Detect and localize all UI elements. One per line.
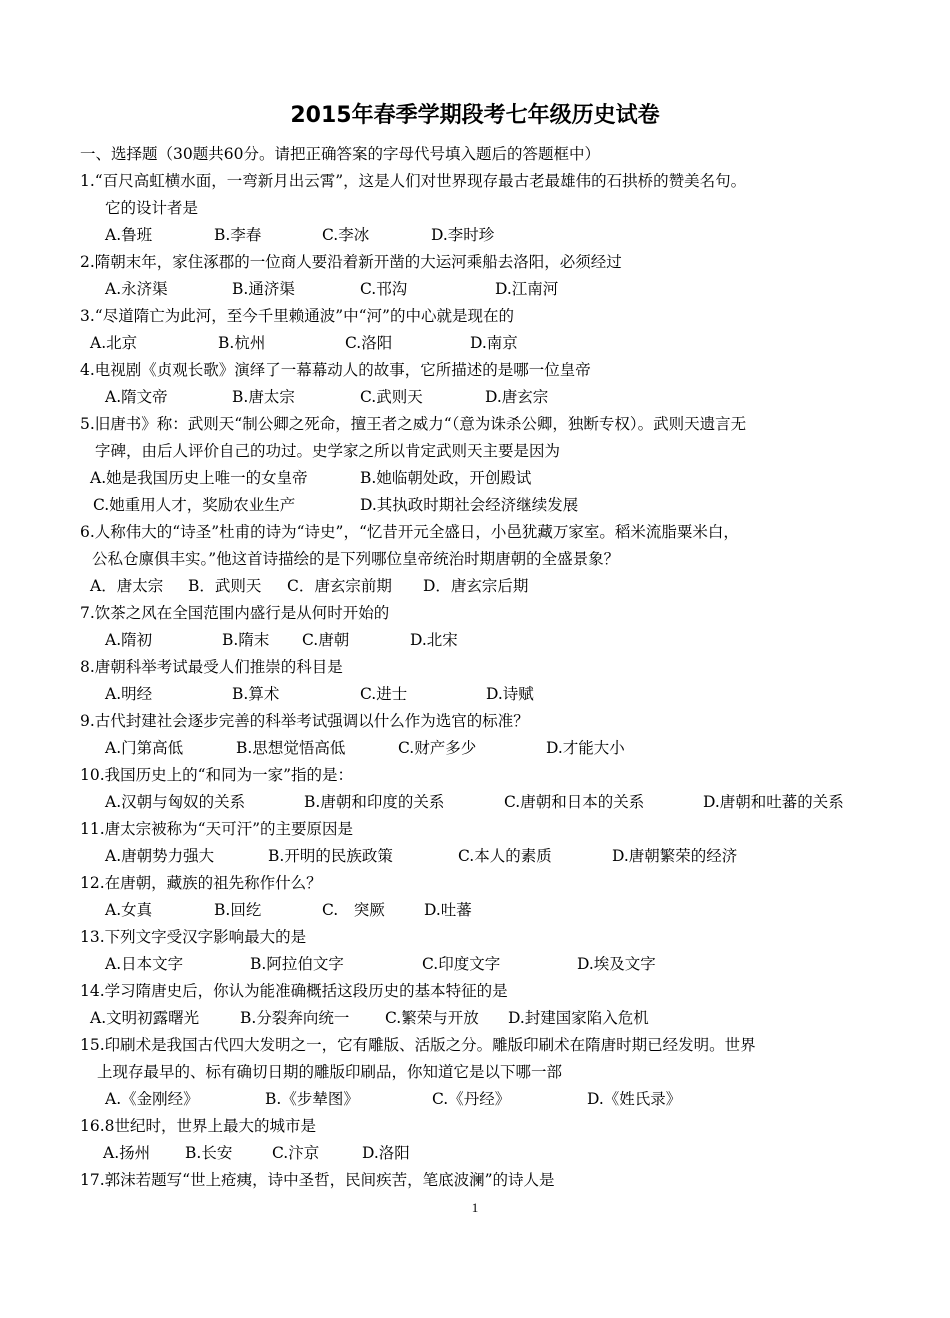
option-item: A.扬州 [103, 1144, 151, 1162]
question-stem: 8.唐朝科举考试最受人们推崇的科目是 [80, 658, 343, 676]
option-item: D.才能大小 [546, 739, 625, 757]
option-item: B.《步辇图》 [265, 1090, 359, 1108]
option-item: C.洛阳 [345, 334, 393, 352]
option-item: C.唐朝和日本的关系 [504, 793, 645, 811]
question-stem: 7.饮茶之风在全国范围内盛行是从何时开始的 [80, 604, 390, 622]
option-item: C.武则天 [360, 388, 423, 406]
option-item: B.杭州 [218, 334, 266, 352]
option-item: D.南京 [470, 334, 518, 352]
question-stem: 15.印刷术是我国古代四大发明之一，它有雕版、活版之分。雕版印刷术在隋唐时期已经发明。世界 [80, 1036, 756, 1054]
question-stem: 10.我国历史上的“和同为一家”指的是： [80, 766, 353, 784]
question-stem: 4.电视剧《贞观长歌》演绎了一幕幕动人的故事，它所描述的是哪一位皇帝 [80, 361, 591, 379]
option-item: A.明经 [105, 685, 153, 703]
question-stem: 14.学习隋唐史后，你认为能准确概括这段历史的基本特征的是 [80, 982, 508, 1000]
question-stem: 它的设计者是 [105, 199, 199, 217]
option-item: D.江南河 [495, 280, 559, 298]
option-item: B.隋末 [222, 631, 270, 649]
option-item: A.文明初露曙光 [90, 1009, 200, 1027]
question-stem: 1.“百尺高虹横水面，一弯新月出云霄”，这是人们对世界现存最古老最雄伟的石拱桥的赞美名句。 [80, 172, 747, 190]
option-item: D.李时珍 [431, 226, 495, 244]
question-stem: 公私仓廪俱丰实。”他这首诗描绘的是下列哪位皇帝统治时期唐朝的全盛景象？ [92, 550, 620, 568]
option-item: B.她临朝处政，开创殿试 [360, 469, 532, 487]
option-item: D.诗赋 [486, 685, 534, 703]
question-stem: 3.“尽道隋亡为此河，至今千里赖通波”中“河”的中心就是现在的 [80, 307, 514, 325]
option-item: C.财产多少 [398, 739, 477, 757]
option-item: C.汴京 [272, 1144, 320, 1162]
section-heading: 一、选择题（30题共60分。请把正确答案的字母代号填入题后的答题框中） [80, 145, 600, 163]
option-item: A.永济渠 [105, 280, 168, 298]
question-stem: 字碑，由后人评价自己的功过。史学家之所以肯定武则天主要是因为 [95, 442, 561, 460]
question-stem: 13.下列文字受汉字影响最大的是 [80, 928, 307, 946]
option-item: D.洛阳 [362, 1144, 410, 1162]
question-stem: 12.在唐朝，藏族的祖先称作什么？ [80, 874, 322, 892]
exam-title: 2015年春季学期段考七年级历史试卷 [290, 103, 660, 128]
option-item: B.算术 [232, 685, 280, 703]
option-item: C.邗沟 [360, 280, 408, 298]
option-item: B.通济渠 [232, 280, 295, 298]
option-item: C.《丹经》 [432, 1090, 511, 1108]
option-item: D.埃及文字 [577, 955, 656, 973]
option-item: C.本人的素质 [458, 847, 552, 865]
option-item: C.李冰 [322, 226, 370, 244]
option-item: A．唐太宗 [90, 577, 164, 595]
option-item: B.回纥 [214, 901, 262, 919]
option-item: D.封建国家陷入危机 [508, 1009, 649, 1027]
option-item: B．武则天 [188, 577, 262, 595]
option-item: C.唐朝 [302, 631, 350, 649]
option-item: C.繁荣与开放 [385, 1009, 479, 1027]
option-item: D.唐朝和吐蕃的关系 [703, 793, 844, 811]
option-item: B.唐朝和印度的关系 [304, 793, 445, 811]
option-item: B.分裂奔向统一 [240, 1009, 350, 1027]
option-item: A.鲁班 [105, 226, 153, 244]
page-number: 1 [471, 1200, 479, 1215]
option-item: A.女真 [105, 901, 153, 919]
option-item: B.思想觉悟高低 [236, 739, 346, 757]
option-item: A.隋初 [105, 631, 153, 649]
question-stem: 6.人称伟大的“诗圣”杜甫的诗为“诗史”，“忆昔开元全盛日，小邑犹藏万家室。稻米流脂粟米白， [80, 523, 739, 541]
option-item: C. 突厥 [322, 901, 385, 919]
option-item: D.《姓氏录》 [587, 1090, 682, 1108]
question-stem: 2.隋朝末年，家住涿郡的一位商人要沿着新开凿的大运河乘船去洛阳，必须经过 [80, 253, 622, 271]
option-item: D.吐蕃 [424, 901, 472, 919]
option-item: D．唐玄宗后期 [423, 577, 529, 595]
option-item: C．唐玄宗前期 [287, 577, 392, 595]
option-item: A.《金刚经》 [105, 1090, 199, 1108]
option-item: A.门第高低 [105, 739, 184, 757]
option-item: A.隋文帝 [105, 388, 168, 406]
option-item: B.开明的民族政策 [268, 847, 393, 865]
option-item: C.进士 [360, 685, 408, 703]
option-item: D.唐朝繁荣的经济 [612, 847, 738, 865]
question-stem: 上现存最早的、标有确切日期的雕版印刷品，你知道它是以下哪一部 [97, 1063, 563, 1081]
question-stem: 17.郭沫若题写“世上疮痍，诗中圣哲，民间疾苦，笔底波澜”的诗人是 [80, 1171, 555, 1189]
option-item: A.她是我国历史上唯一的女皇帝 [90, 469, 308, 487]
option-item: C.她重用人才，奖励农业生产 [93, 496, 296, 514]
question-stem: 16.8世纪时，世界上最大的城市是 [80, 1117, 317, 1135]
option-item: A.北京 [90, 334, 138, 352]
option-item: B.李春 [214, 226, 262, 244]
option-item: C.印度文字 [422, 955, 501, 973]
option-item: B.唐太宗 [232, 388, 295, 406]
question-stem: 9.古代封建社会逐步完善的科举考试强调以什么作为选官的标准？ [80, 712, 529, 730]
option-item: D.其执政时期社会经济继续发展 [360, 496, 579, 514]
question-stem: 5.旧唐书》称：武则天“制公卿之死命，擅王者之威力“（意为诛杀公卿，独断专权）。武则天遗言无 [80, 415, 747, 433]
question-stem: 11.唐太宗被称为“天可汗”的主要原因是 [80, 820, 353, 838]
option-item: A.唐朝势力强大 [105, 847, 215, 865]
option-item: A.日本文字 [105, 955, 184, 973]
option-item: A.汉朝与匈奴的关系 [105, 793, 246, 811]
option-item: D.北宋 [410, 631, 458, 649]
option-item: B.阿拉伯文字 [250, 955, 344, 973]
option-item: D.唐玄宗 [485, 388, 549, 406]
option-item: B.长安 [185, 1144, 233, 1162]
